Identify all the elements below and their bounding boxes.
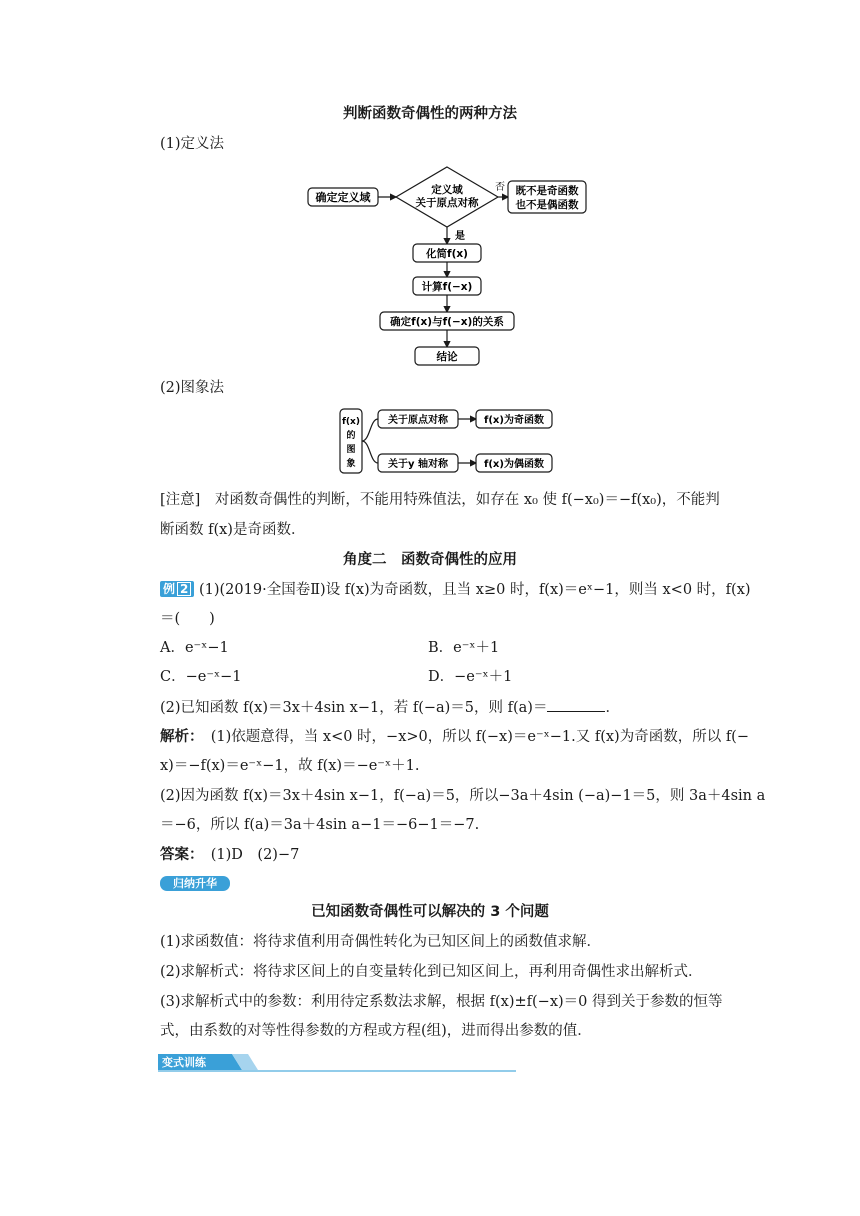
graph-line1: f(x) [342,417,360,427]
simplify-box: 化简f(x) [426,248,468,260]
relation-box: 确定f(x)与f(−x)的关系 [390,316,504,328]
sym-y-box: 关于y 轴对称 [388,459,448,470]
odd-result-box: f(x)为奇函数 [484,415,544,426]
conclusion-box: 结论 [436,351,458,363]
note-line2: 断函数 f(x)是奇函数． [160,522,306,538]
solution-line2: x)＝−f(x)＝e⁻ˣ−1，故 f(x)＝−e⁻ˣ＋1. [160,758,420,774]
graph-line4: 象 [346,459,356,469]
diamond-line2: 关于原点对称 [415,197,479,209]
example-q1-line2: ＝( ) [160,611,215,627]
graph-flowchart [330,404,560,476]
summary-p2: (2)求解析式：将待求区间上的自变量转化到已知区间上，再利用奇偶性求出解析式． [160,964,703,980]
summary-p3-line1: (3)求解析式中的参数：利用待定系数法求解，根据 f(x)±f(−x)＝0 得到关于参数的恒等 [160,994,723,1010]
example-q2: (2)已知函数 f(x)＝3x＋4sin x−1，若 f(−a)＝5，则 f(a)＝ ． [160,697,620,718]
answer-blank [547,697,605,712]
option-c: C．−e⁻ˣ−1 [160,669,242,685]
answer-line: 答案： (1)D (2)−7 [160,847,300,863]
summary-p1: (1)求函数值：将待求值利用奇偶性转化为已知区间上的函数值求解． [160,934,602,950]
yes-label: 是 [455,231,465,242]
summary-p3-line2: 式，由系数的对等性得参数的方程或方程(组)，进而得出参数的值． [160,1023,592,1039]
sym-origin-box: 关于原点对称 [388,415,448,426]
section-title: 判断函数奇偶性的两种方法 [343,106,517,122]
definition-flowchart [300,164,600,369]
angle-title: 角度二 函数奇偶性的应用 [343,552,517,568]
determine-domain-box: 确定定义域 [315,191,371,204]
diamond-line1: 定义域 [431,184,463,196]
summary-badge: 归纳升华 [160,876,230,891]
note-line1: [注意] 对函数奇偶性的判断，不能用特殊值法，如存在 x₀ 使 f(−x₀)＝−f(x₀)，不能判 [160,492,720,508]
solution-line1: 解析： (1)依题意得，当 x<0 时，−x>0，所以 f(−x)＝e⁻ˣ−1.又 f(x)为奇函数，所以 f(− [160,729,749,745]
result-line2: 也不是偶函数 [515,199,579,211]
variant-training-banner [158,1052,518,1074]
graph-line2: 的 [346,431,356,441]
solution-label: 解析： [160,729,197,745]
option-a: A．e⁻ˣ−1 [160,640,229,656]
graph-line3: 图 [346,445,356,455]
option-d: D．−e⁻ˣ＋1 [428,669,513,685]
even-result-box: f(x)为偶函数 [484,459,544,470]
solution-line4: ＝−6，所以 f(a)＝3a＋4sin a−1＝−6−1＝−7. [160,817,480,833]
summary-title: 已知函数奇偶性可以解决的 3 个问题 [311,904,549,920]
compute-box: 计算f(−x) [421,281,473,293]
example-q1-line1: 例 2 (1)(2019·全国卷Ⅱ)设 f(x)为奇函数，且当 x≥0 时，f(x)＝eˣ−1，则当 x<0 时，f(x) [160,580,751,600]
method1-label: (1)定义法 [160,136,225,152]
answer-label: 答案： [160,847,197,863]
variant-label: 变式训练 [162,1056,206,1069]
example-badge: 例 2 [160,581,194,597]
option-b: B．e⁻ˣ＋1 [428,640,500,656]
solution-line3: (2)因为函数 f(x)＝3x＋4sin x−1，f(−a)＝5，所以−3a＋4sin (−a)−1＝5，则 3a＋4sin a [160,788,766,804]
method2-label: (2)图象法 [160,380,225,396]
no-label: 否 [495,182,505,193]
result-line1: 既不是奇函数 [515,185,579,197]
